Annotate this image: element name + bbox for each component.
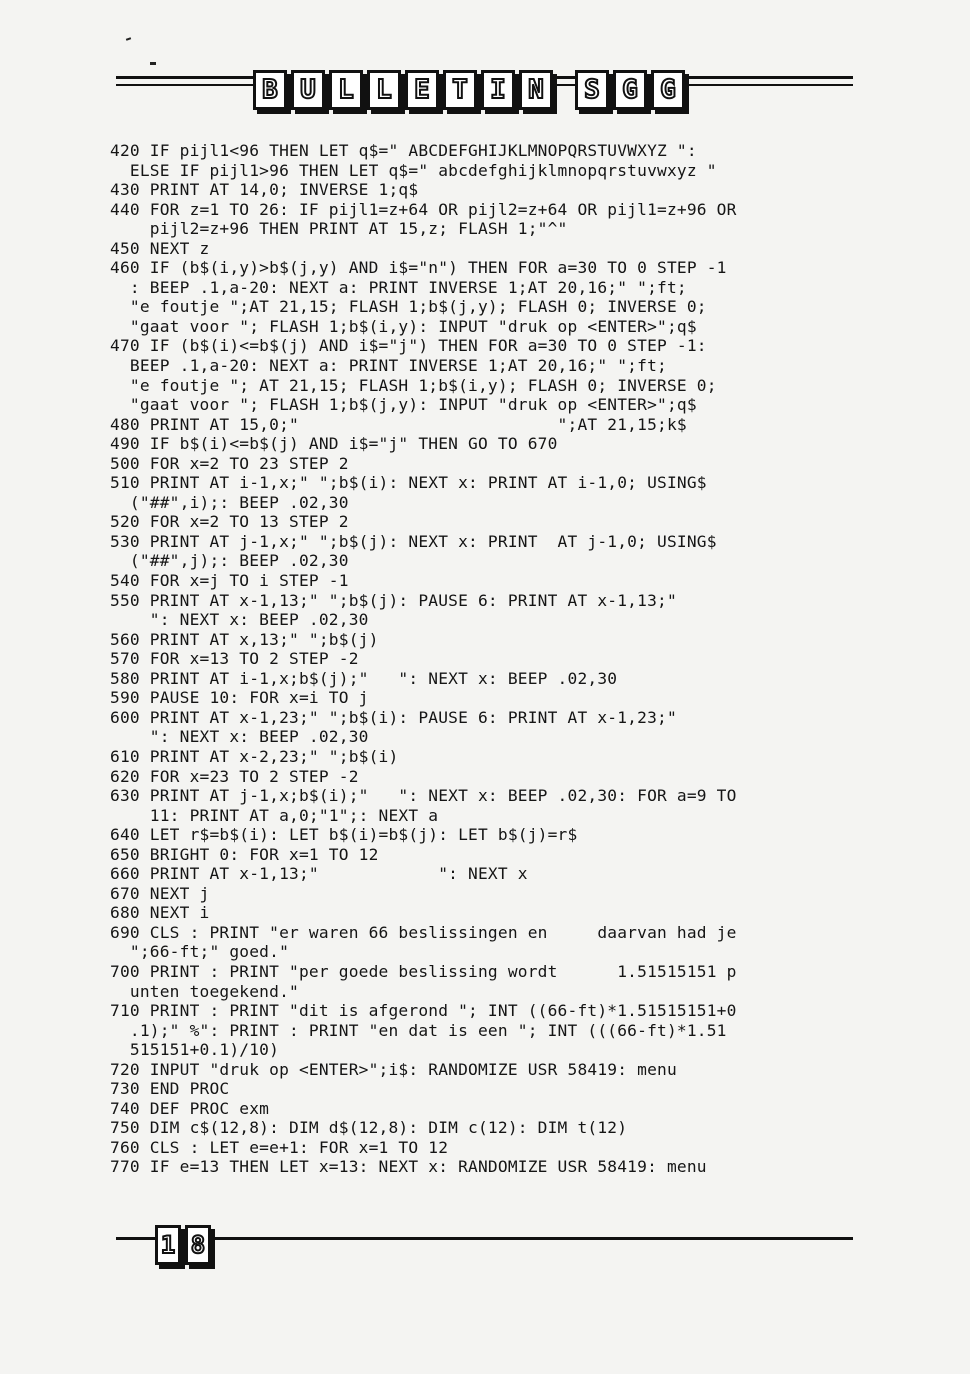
- code-line: ";66-ft;" goed.": [110, 942, 290, 962]
- code-line: 630 PRINT AT j-1,x;b$(i);" ": NEXT x: BEEP .02,30: FOR a=9 TO: [110, 786, 737, 806]
- scan-speck: [126, 37, 131, 41]
- masthead-letter: I: [481, 70, 515, 110]
- code-line: 430 PRINT AT 14,0; INVERSE 1;q$: [110, 180, 419, 200]
- masthead-letter: S: [575, 70, 609, 110]
- page-number-digit: 1: [155, 1225, 181, 1265]
- code-line: ("##",j);: BEEP .02,30: [110, 551, 349, 571]
- code-line: 11: PRINT AT a,0;"1";: NEXT a: [110, 805, 439, 825]
- code-line: 710 PRINT : PRINT "dit is afgerond "; INT ((66-ft)*1.51515151+0: [110, 1001, 737, 1021]
- code-line: 570 FOR x=13 TO 2 STEP -2: [110, 649, 359, 669]
- code-line: 560 PRINT AT x,13;" ";b$(j): [110, 629, 379, 649]
- code-line: 515151+0.1)/10): [110, 1040, 280, 1060]
- code-line: 530 PRINT AT j-1,x;" ";b$(j): NEXT x: PRINT AT j-1,0; USING$: [110, 531, 717, 551]
- masthead-letter: N: [519, 70, 553, 110]
- code-line: 740 DEF PROC exm: [110, 1098, 270, 1118]
- code-line: "e foutje "; AT 21,15; FLASH 1;b$(i,y); FLASH 0; INVERSE 0;: [110, 375, 717, 395]
- code-line: 590 PAUSE 10: FOR x=i TO j: [110, 688, 369, 708]
- code-line: unten toegekend.": [110, 981, 299, 1001]
- code-line: 750 DIM c$(12,8): DIM d$(12,8): DIM c(12): DIM t(12): [110, 1118, 628, 1138]
- masthead: [253, 70, 685, 110]
- code-line: 550 PRINT AT x-1,13;" ";b$(j): PAUSE 6: PRINT AT x-1,13;": [110, 590, 677, 610]
- code-line: 470 IF (b$(i)<=b$(j) AND i$="j") THEN FOR a=30 TO 0 STEP -1:: [110, 336, 707, 356]
- code-line: 460 IF (b$(i,y)>b$(j,y) AND i$="n") THEN FOR a=30 TO 0 STEP -1: [110, 258, 727, 278]
- code-line: 700 PRINT : PRINT "per goede beslissing wordt 1.51515151 p: [110, 961, 737, 981]
- code-line: 600 PRINT AT x-1,23;" ";b$(i): PAUSE 6: PRINT AT x-1,23;": [110, 707, 677, 727]
- code-line: 650 BRIGHT 0: FOR x=1 TO 12: [110, 844, 379, 864]
- code-line: 500 FOR x=2 TO 23 STEP 2: [110, 453, 349, 473]
- code-line: 620 FOR x=23 TO 2 STEP -2: [110, 766, 359, 786]
- code-line: .1);" %": PRINT : PRINT "en dat is een "; INT (((66-ft)*1.51: [110, 1020, 727, 1040]
- masthead-letter: E: [405, 70, 439, 110]
- code-line: 760 CLS : LET e=e+1: FOR x=1 TO 12: [110, 1137, 449, 1157]
- code-line: 690 CLS : PRINT "er waren 66 beslissingen en daarvan had je: [110, 922, 737, 942]
- code-line: 510 PRINT AT i-1,x;" ";b$(i): NEXT x: PRINT AT i-1,0; USING$: [110, 473, 707, 493]
- masthead-letter: L: [329, 70, 363, 110]
- code-line: 520 FOR x=2 TO 13 STEP 2: [110, 512, 349, 532]
- masthead-letter: T: [443, 70, 477, 110]
- code-line: "gaat voor "; FLASH 1;b$(j,y): INPUT "druk op <ENTER>";q$: [110, 395, 697, 415]
- code-line: ELSE IF pijl1>96 THEN LET q$=" abcdefghijklmnopqrstuvwxyz ": [110, 160, 717, 180]
- code-line: ": NEXT x: BEEP .02,30: [110, 727, 369, 747]
- footer-rule: [116, 1237, 853, 1240]
- code-line: 480 PRINT AT 15,0;" ";AT 21,15;k$: [110, 414, 687, 434]
- code-line: 680 NEXT i: [110, 903, 210, 923]
- code-line: 440 FOR z=1 TO 26: IF pijl1=z+64 OR pijl2=z+64 OR pijl1=z+96 OR: [110, 199, 737, 219]
- code-line: ": NEXT x: BEEP .02,30: [110, 610, 369, 630]
- code-line: 580 PRINT AT i-1,x;b$(j);" ": NEXT x: BEEP .02,30: [110, 668, 618, 688]
- code-line: 730 END PROC: [110, 1079, 230, 1099]
- masthead-letter: G: [613, 70, 647, 110]
- page-number-digit: 8: [185, 1225, 211, 1265]
- code-line: 770 IF e=13 THEN LET x=13: NEXT x: RANDOMIZE USR 58419: menu: [110, 1157, 707, 1177]
- code-line: "gaat voor "; FLASH 1;b$(i,y): INPUT "druk op <ENTER>";q$: [110, 316, 697, 336]
- code-line: 540 FOR x=j TO i STEP -1: [110, 571, 349, 591]
- code-line: : BEEP .1,a-20: NEXT a: PRINT INVERSE 1;AT 20,16;" ";ft;: [110, 277, 687, 297]
- basic-listing: [110, 141, 870, 1177]
- code-line: 670 NEXT j: [110, 883, 210, 903]
- masthead-letter: B: [253, 70, 287, 110]
- code-line: 610 PRINT AT x-2,23;" ";b$(i): [110, 746, 399, 766]
- code-line: 490 IF b$(i)<=b$(j) AND i$="j" THEN GO TO 670: [110, 434, 558, 454]
- code-line: pijl2=z+96 THEN PRINT AT 15,z; FLASH 1;"^": [110, 219, 568, 239]
- scan-speck: [150, 62, 156, 65]
- masthead-letter: [557, 70, 571, 110]
- code-line: BEEP .1,a-20: NEXT a: PRINT INVERSE 1;AT 20,16;" ";ft;: [110, 356, 667, 376]
- code-line: 720 INPUT "druk op <ENTER>";i$: RANDOMIZE USR 58419: menu: [110, 1059, 677, 1079]
- masthead-letter: G: [651, 70, 685, 110]
- masthead-letter: L: [367, 70, 401, 110]
- code-line: 640 LET r$=b$(i): LET b$(i)=b$(j): LET b$(j)=r$: [110, 825, 578, 845]
- masthead-letter: U: [291, 70, 325, 110]
- code-line: "e foutje ";AT 21,15; FLASH 1;b$(j,y); FLASH 0; INVERSE 0;: [110, 297, 707, 317]
- code-line: 450 NEXT z: [110, 238, 210, 258]
- code-line: 420 IF pijl1<96 THEN LET q$=" ABCDEFGHIJKLMNOPQRSTUVWXYZ ":: [110, 141, 697, 160]
- code-line: 660 PRINT AT x-1,13;" ": NEXT x: [110, 864, 528, 884]
- code-line: ("##",i);: BEEP .02,30: [110, 492, 349, 512]
- page-number: [155, 1225, 211, 1265]
